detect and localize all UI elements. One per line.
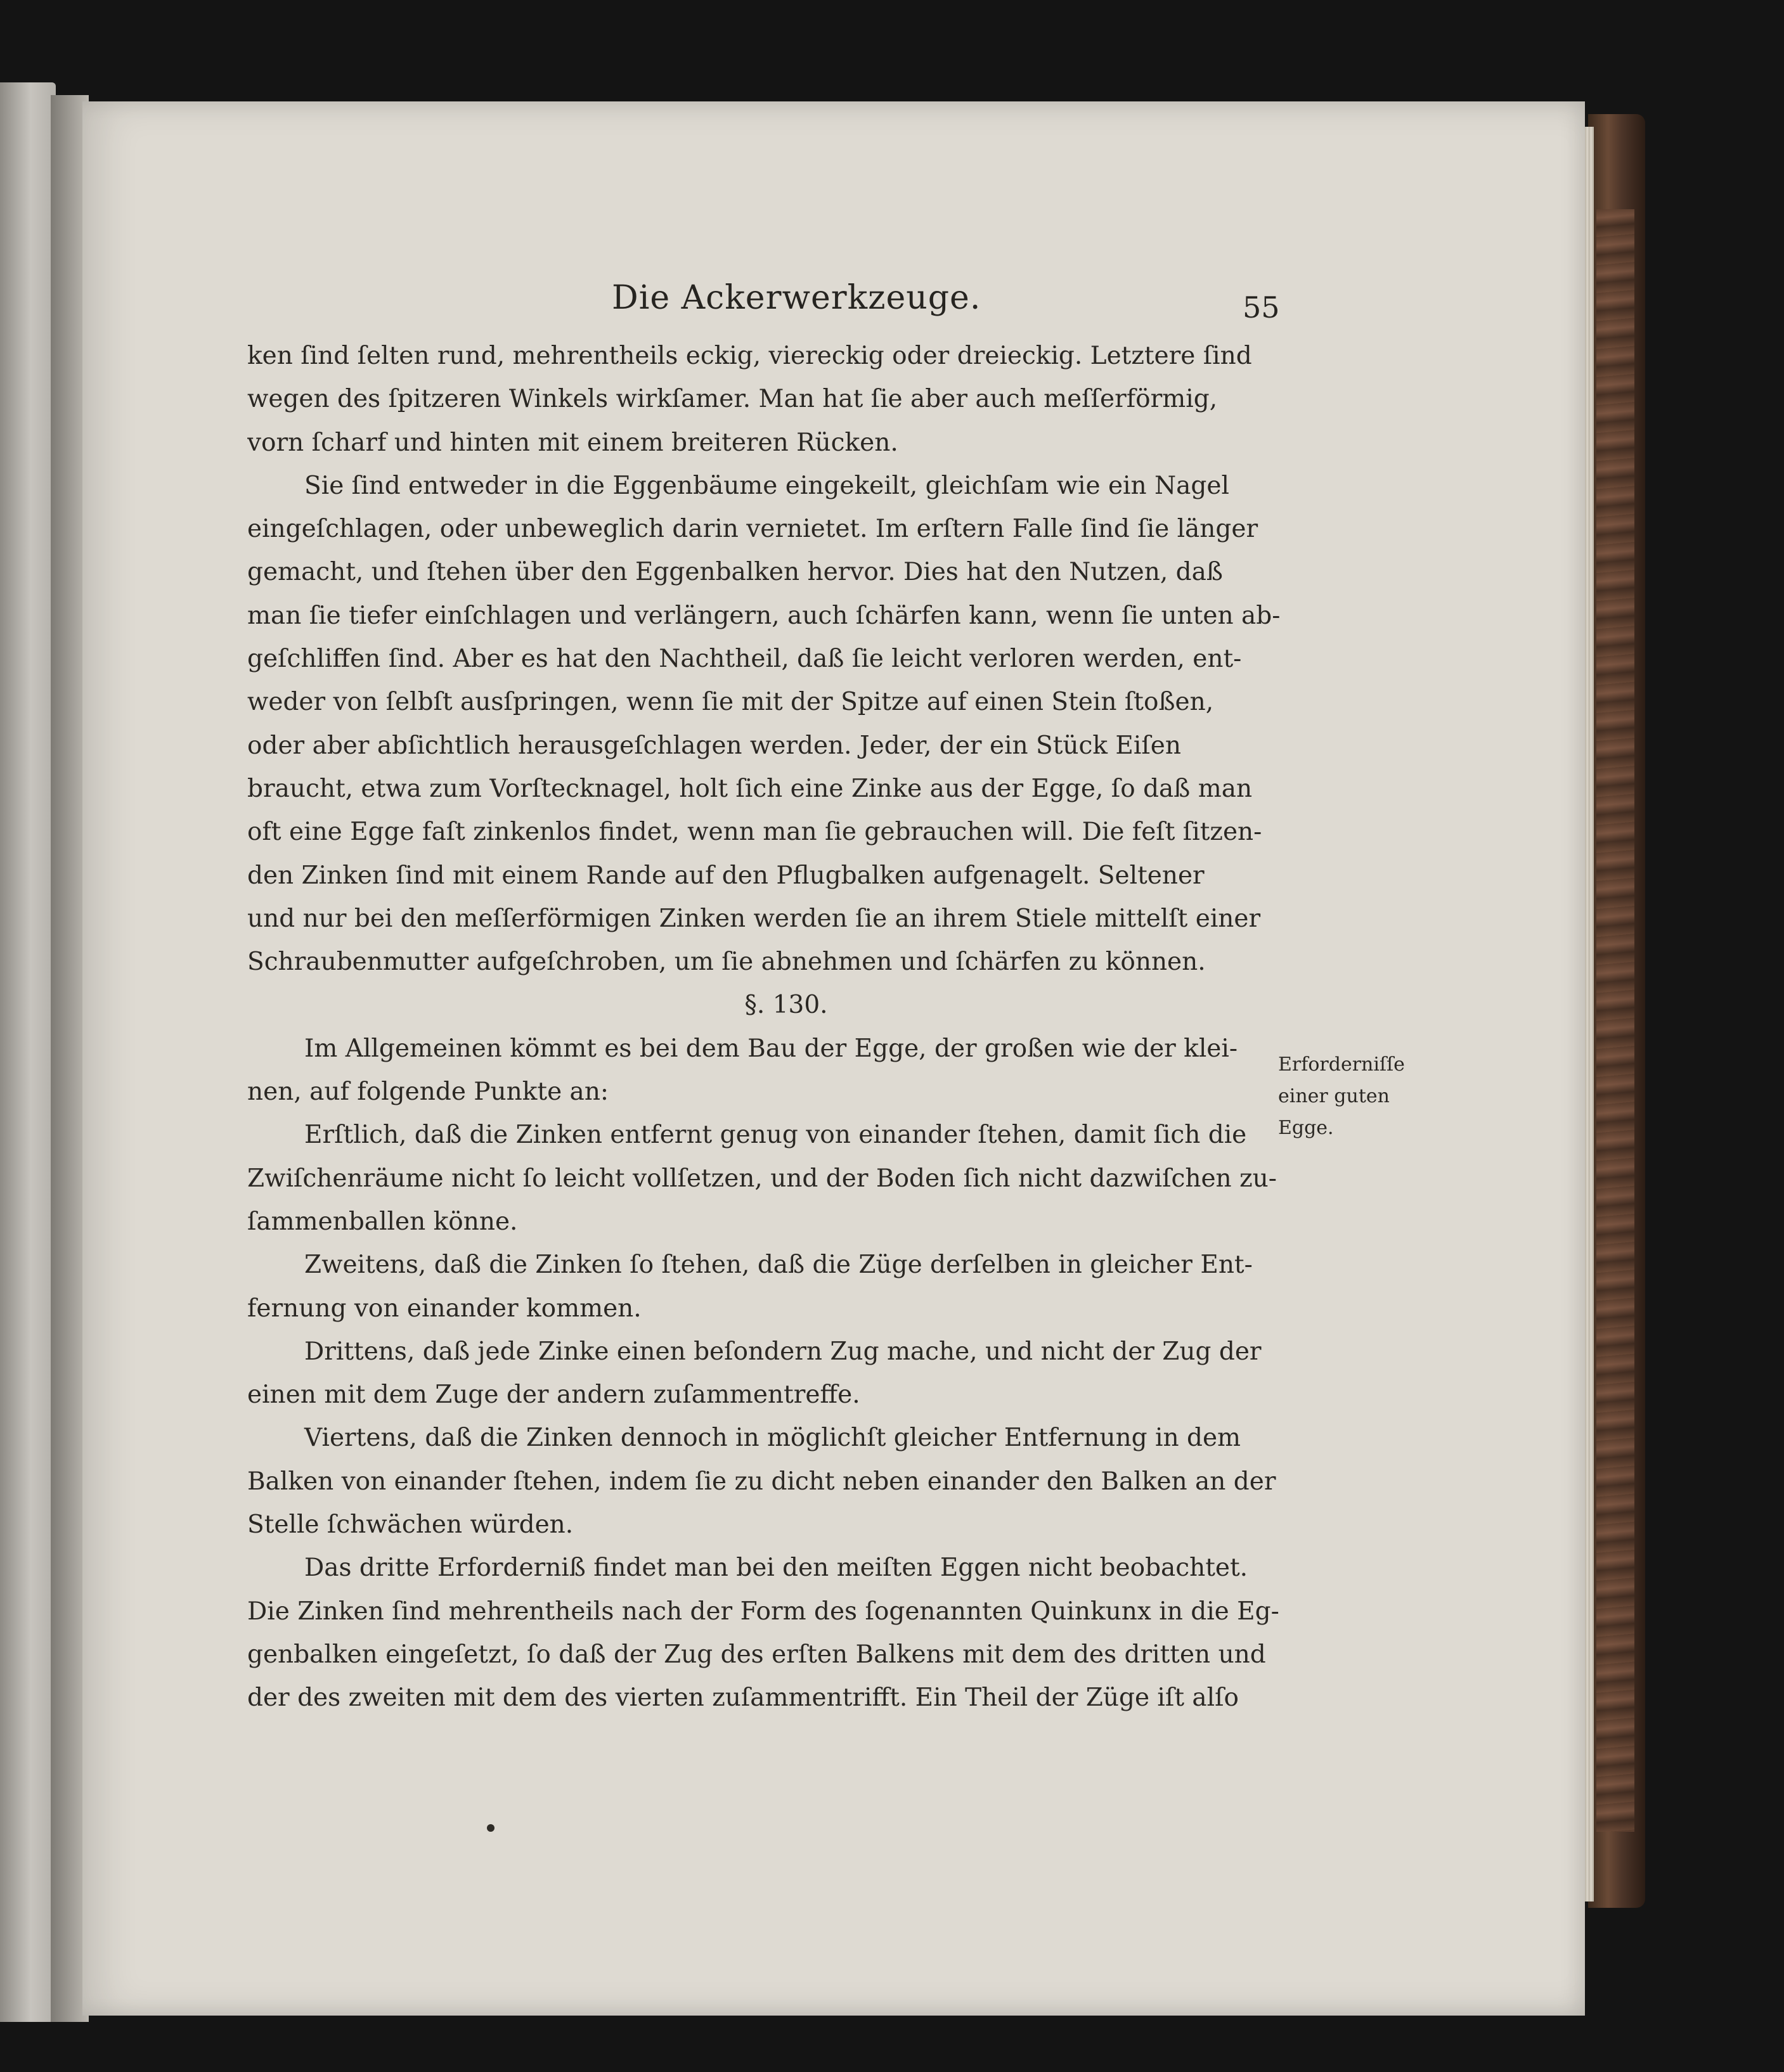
text-line: Erſtlich, daß die Zinken entfernt genug von einander ſtehen, damit ſich die — [304, 1121, 1247, 1150]
margin-note — [1278, 1049, 1405, 1144]
text-line: und nur bei den meſſerförmigen Zinken werden ſie an ihrem Stiele mittelſt einer — [247, 904, 1261, 933]
margin-note-line: Erforderniſſe — [1278, 1053, 1405, 1076]
text-line: wegen des ſpitzeren Winkels wirkſamer. Man hat ſie aber auch meſſerförmig, — [247, 385, 1218, 414]
text-line: fernung von einander kommen. — [247, 1294, 642, 1323]
text-line: man ſie tiefer einſchlagen und verlängern, auch ſchärfen kann, wenn ſie unten ab- — [247, 601, 1281, 630]
left-page-edge — [0, 82, 56, 2022]
marbled-cover — [1596, 209, 1634, 1832]
margin-note-line: Egge. — [1278, 1117, 1334, 1139]
text-line: gemacht, und ſtehen über den Eggenbalken hervor. Dies hat den Nutzen, daß — [247, 558, 1223, 587]
text-line: genbalken eingeſetzt, ſo daß der Zug des erſten Balkens mit dem des dritten und — [247, 1640, 1266, 1669]
text-line: Drittens, daß jede Zinke einen beſondern Zug mache, und nicht der Zug der — [304, 1337, 1262, 1366]
text-line: der des zweiten mit dem des vierten zuſammentrifft. Ein Theil der Züge iſt alſo — [247, 1683, 1239, 1713]
text-line: nen, auf folgende Punkte an: — [247, 1078, 609, 1107]
text-line: Schraubenmutter aufgeſchroben, um ſie abnehmen und ſchärfen zu können. — [247, 948, 1206, 977]
running-head: Die Ackerwerkzeuge. — [612, 279, 981, 317]
text-line: Die Zinken ſind mehrentheils nach der Form des ſogenannten Quinkunx in die Eg- — [247, 1597, 1279, 1626]
text-line: Balken von einander ſtehen, indem ſie zu dicht neben einander den Balken an der — [247, 1467, 1276, 1496]
text-line: ſammenballen könne. — [247, 1207, 518, 1236]
text-line: Viertens, daß die Zinken dennoch in möglichſt gleicher Entfernung in dem — [304, 1424, 1241, 1453]
text-line: oder aber abſichtlich herausgeſchlagen werden. Jeder, der ein Stück Eiſen — [247, 731, 1181, 760]
text-line: weder von ſelbſt ausſpringen, wenn ſie mit der Spitze auf einen Stein ſtoßen, — [247, 688, 1214, 717]
text-line: Zwiſchenräume nicht ſo leicht vollſetzen, und der Boden ſich nicht dazwiſchen zu- — [247, 1164, 1277, 1193]
ink-speck — [487, 1824, 494, 1832]
section-heading: §. 130. — [744, 991, 828, 1020]
page-number: 55 — [1243, 290, 1280, 325]
text-line: Zweitens, daß die Zinken ſo ſtehen, daß die Züge derſelben in gleicher Ent- — [304, 1251, 1253, 1280]
text-line: Sie ſind entweder in die Eggenbäume eingekeilt, gleichſam wie ein Nagel — [304, 471, 1229, 500]
text-line: Im Allgemeinen kömmt es bei dem Bau der Egge, der großen wie der klei- — [304, 1034, 1238, 1063]
text-line: Das dritte Erforderniß findet man bei den meiſten Eggen nicht beobachtet. — [304, 1554, 1248, 1583]
text-line: Stelle ſchwächen würden. — [247, 1510, 574, 1540]
text-line: geſchliffen ſind. Aber es hat den Nachtheil, daß ſie leicht verloren werden, ent- — [247, 645, 1242, 674]
text-line: den Zinken ſind mit einem Rande auf den Pflugbalken aufgenagelt. Seltener — [247, 861, 1205, 890]
text-line: einen mit dem Zuge der andern zuſammentreffe. — [247, 1380, 860, 1410]
text-line: vorn ſcharf und hinten mit einem breiteren Rücken. — [247, 428, 898, 457]
text-line: braucht, etwa zum Vorſtecknagel, holt ſich eine Zinke aus der Egge, ſo daß man — [247, 774, 1253, 803]
text-line: oft eine Egge faſt zinkenlos findet, wenn man ſie gebrauchen will. Die feſt ſitzen- — [247, 818, 1262, 847]
body-text — [247, 335, 1287, 1720]
text-line: ken ſind ſelten rund, mehrentheils eckig, viereckig oder dreieckig. Letztere ſind — [247, 342, 1252, 370]
text-line: eingeſchlagen, oder unbeweglich darin vernietet. Im erſtern Falle ſind ſie länger — [247, 515, 1258, 544]
margin-note-line: einer guten — [1278, 1085, 1390, 1107]
